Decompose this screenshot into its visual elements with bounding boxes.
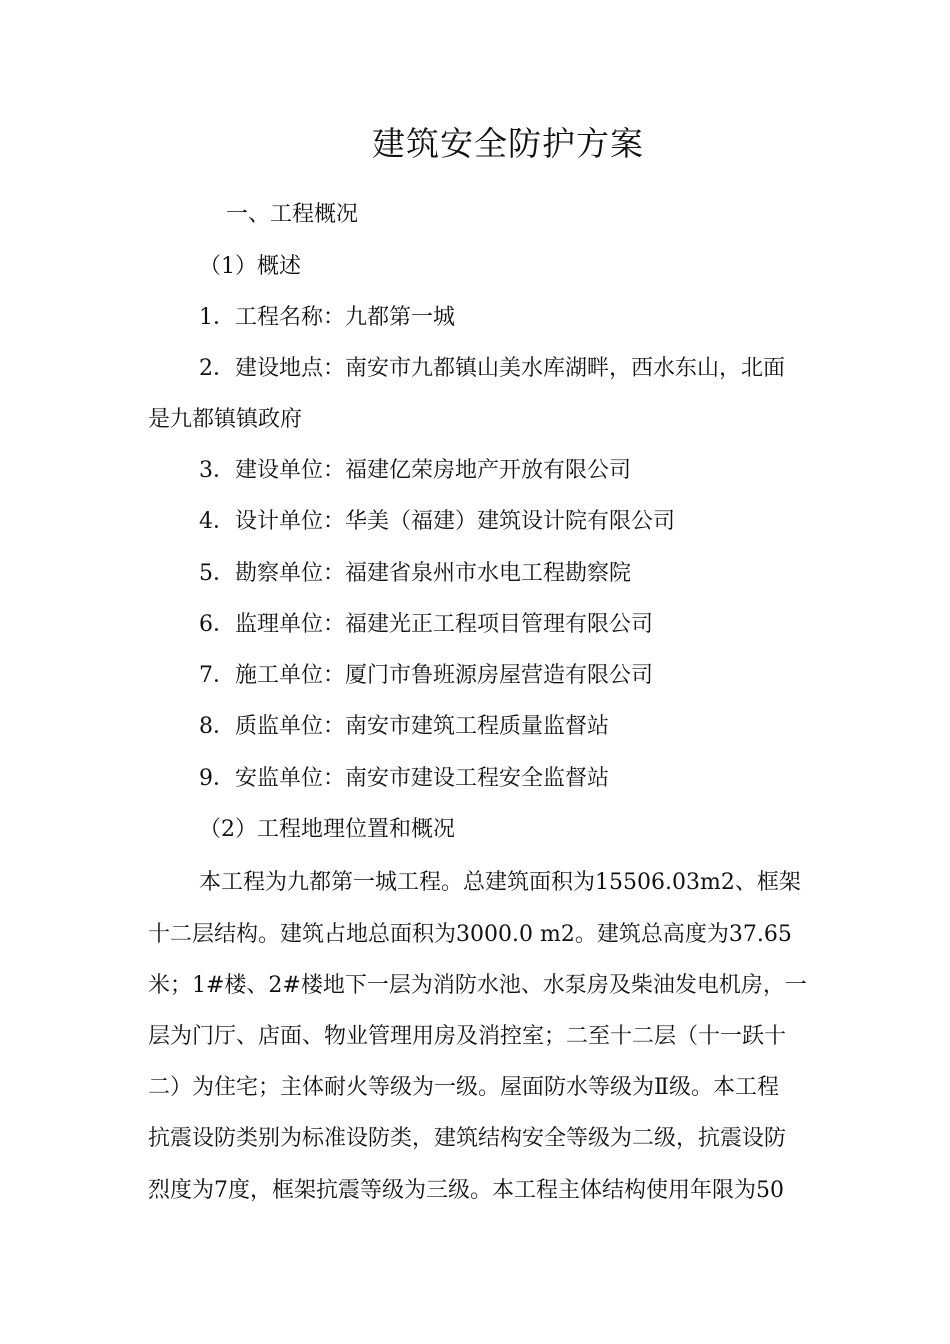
list-item: 6．监理单位：福建光正工程项目管理有限公司 [199,612,653,637]
list-item: 1．工程名称：九都第一城 [199,305,455,330]
paragraph-line: 烈度为7度，框架抗震等级为三级。本工程主体结构使用年限为50 [148,1178,784,1203]
list-item: 3．建设单位：福建亿荣房地产开放有限公司 [199,458,631,483]
paragraph-line: 二）为住宅；主体耐火等级为一级。屋面防水等级为Ⅱ级。本工程 [148,1075,779,1100]
paragraph-line: 十二层结构。建筑占地总面积为3000.0 m2。建筑总高度为37.65 [148,922,792,947]
list-item: 7．施工单位：厦门市鲁班源房屋营造有限公司 [199,663,653,688]
document-title: 建筑安全防护方案 [372,124,644,163]
list-item: 4．设计单位：华美（福建）建筑设计院有限公司 [199,509,675,534]
list-item: 9．安监单位：南安市建设工程安全监督站 [199,766,609,791]
paragraph-line: 本工程为九都第一城工程。总建筑面积为15506.03m2、框架 [199,870,801,895]
list-item-continuation: 是九都镇镇政府 [148,407,303,432]
list-item: 8．质监单位：南安市建筑工程质量监督站 [199,714,609,739]
section-heading-project-overview: 一、工程概况 [226,202,359,227]
paragraph-line: 抗震设防类别为标准设防类，建筑结构安全等级为二级，抗震设防 [148,1126,787,1151]
list-item: 5．勘察单位：福建省泉州市水电工程勘察院 [199,561,631,586]
paragraph-line: 层为门厅、店面、物业管理用房及消控室；二至十二层（十一跃十 [148,1024,787,1049]
paragraph-line: 米；1#楼、2#楼地下一层为消防水池、水泵房及柴油发电机房，一 [148,973,807,998]
subsection-heading-location: （2）工程地理位置和概况 [199,817,455,842]
list-item: 2．建设地点：南安市九都镇山美水库湖畔，西水东山，北面 [199,356,785,381]
subsection-heading-summary: （1）概述 [199,254,301,279]
